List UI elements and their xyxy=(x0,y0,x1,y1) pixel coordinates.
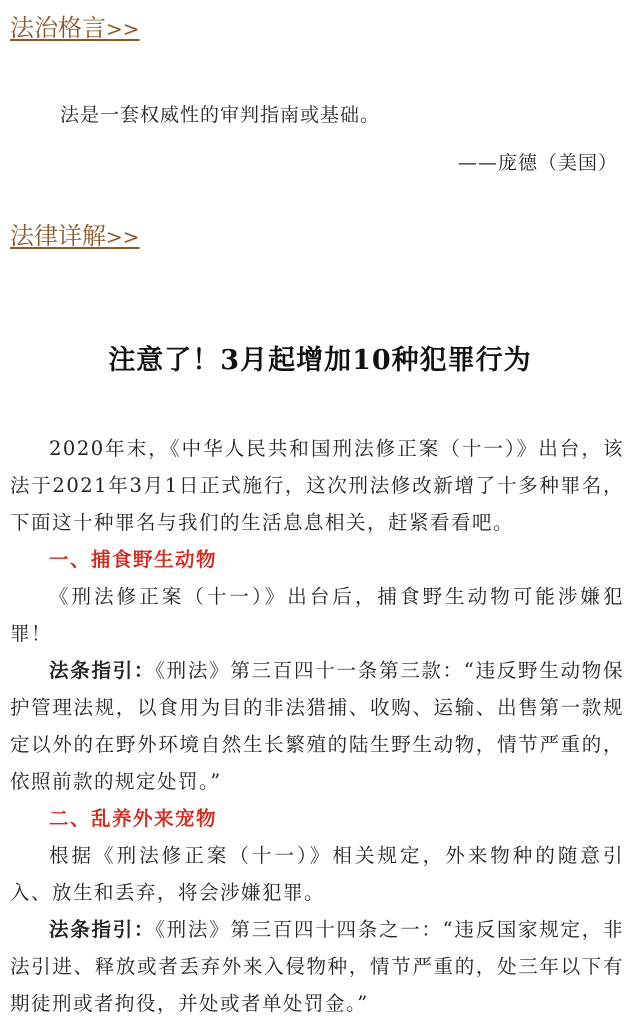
section-text-wildlife: 《刑法修正案（十一）》出台后，捕食野生动物可能涉嫌犯罪！ xyxy=(10,585,624,645)
motto-section-link[interactable] xyxy=(10,8,140,43)
detail-section-link[interactable] xyxy=(10,216,140,251)
section-text-pets: 根据《刑法修正案（十一）》相关规定，外来物种的随意引入、放生和丢弃，将会涉嫌犯罪。 xyxy=(10,844,624,904)
motto-attribution: ——庞德（美国） xyxy=(457,152,618,174)
motto-section-label: 法治格言 xyxy=(10,14,106,42)
article-body xyxy=(10,430,624,1022)
motto-section-arrow: >> xyxy=(106,17,140,41)
section-law-pets xyxy=(10,911,624,1022)
article-intro: 2020年末，《中华人民共和国刑法修正案（十一）》出台，该法于2021年3月1日正式施行，这次刑法修改新增了十多种罪名，下面这十种罪名与我们的生活息息相关，赶紧看看吧。 xyxy=(10,437,624,534)
law-text: 《刑法》第三百四十一条第三款：“违反野生动物保护管理法规，以食用为目的非法猎捕、收购、运输、出售第一款规定以外的在野外环境自然生长繁殖的陆生野生动物，情节严重的，依照前款的规定处罚。” xyxy=(10,659,624,793)
law-text: 《刑法》第三百四十四条之一：“违反国家规定，非法引进、释放或者丢弃外来入侵物种，情节严重的，处三年以下有期徒刑或者拘役，并处或者单处罚金。” xyxy=(10,918,624,1015)
motto-quote: 法是一套权威性的审判指南或基础。 xyxy=(60,104,381,126)
section-law-wildlife xyxy=(10,652,624,800)
article-title: 注意了！3月起增加10种犯罪行为 xyxy=(108,345,532,376)
law-label: 法条指引： xyxy=(49,659,156,682)
detail-section-label: 法律详解 xyxy=(10,222,106,250)
law-label: 法条指引： xyxy=(49,918,156,941)
detail-section-arrow: >> xyxy=(106,225,140,249)
section-heading-pets: 二、乱养外来宠物 xyxy=(49,807,218,830)
section-heading-wildlife: 一、捕食野生动物 xyxy=(49,548,218,571)
